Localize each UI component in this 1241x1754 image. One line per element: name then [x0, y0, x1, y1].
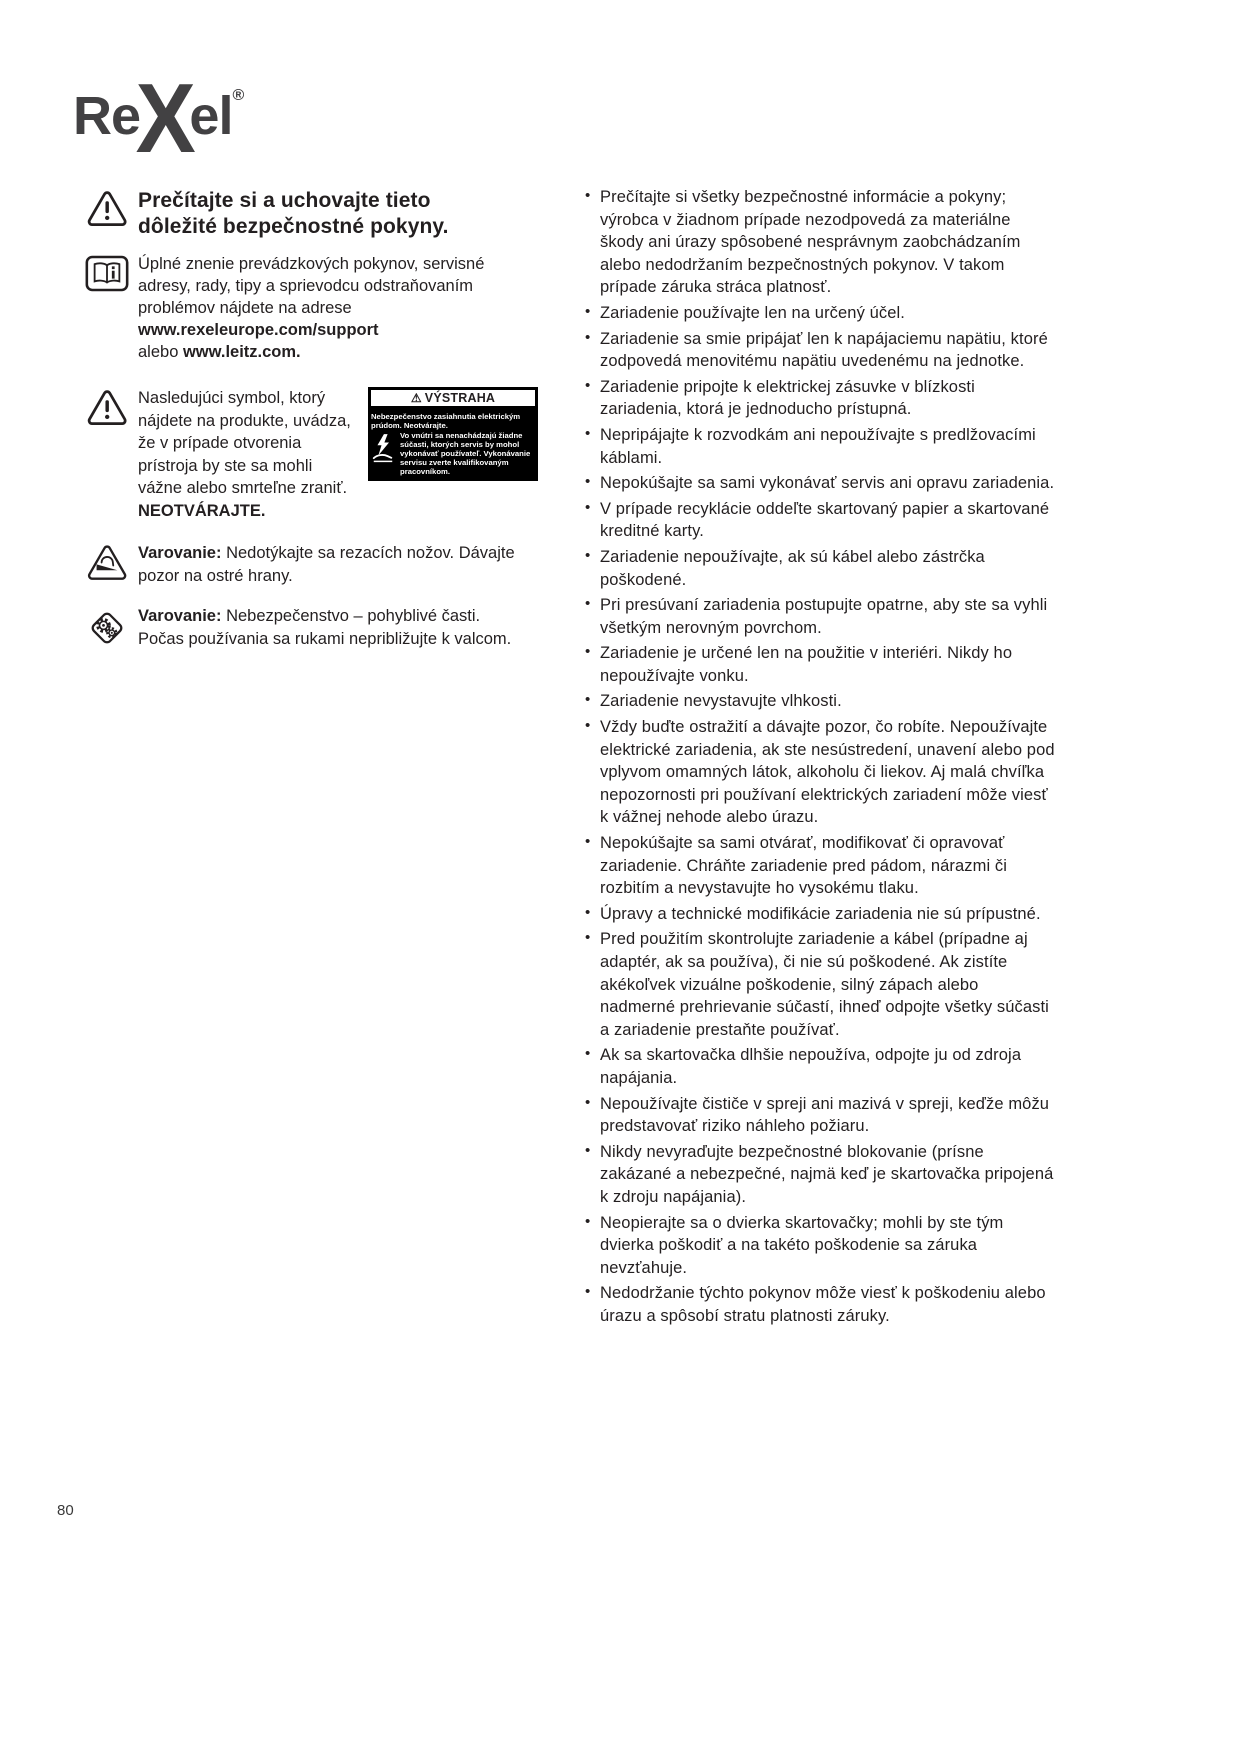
- cutting-blades-warning-block: [85, 542, 547, 587]
- safety-bullet-item: • Vždy buďte ostražití a dávajte pozor, čo robíte. Nepoužívajte elektrické zariadenia, ak ste nesústredení, unavení alebo pod vplyvom omamných látok, alkoholu či liekov. Aj malá chvíľka nepozornosti pri používaní elektrických zariadení môže viesť k vážnej nehode alebo úrazu.: [585, 716, 1057, 829]
- manual-info-paragraph: Úplné znenie prevádzkových pokynov, servisné adresy, rady, tipy a sprievodcu odstraňovaním problémov nájdete na adrese: [138, 255, 485, 317]
- no-user-serviceable-line: Vo vnútri sa nenachádzajú žiadne súčasti, ktorých servis by mohol vykonávať používateľ. Vykonávanie servisu zverte kvalifikovaným pracovníkom.: [400, 431, 531, 477]
- safety-bullet-item: • Nikdy nevyraďujte bezpečnostné blokovanie (prísne zakázané a nebezpečné, najmä keď je skartovačka pripojená k zdroju napájania).: [585, 1141, 1057, 1209]
- safety-bullet-item: • Zariadenie používajte len na určený účel.: [585, 302, 1057, 325]
- symbol-text-and-label: [138, 387, 538, 522]
- manual-info-block: [85, 253, 547, 363]
- logo-text-re: Re: [73, 86, 141, 146]
- vystraha-label-body: [368, 409, 538, 481]
- page-number: 80: [57, 1502, 74, 1519]
- moving-parts-gears-icon: [85, 605, 129, 650]
- electric-shock-hand-icon: [371, 431, 397, 465]
- safety-bullet-item: • Zariadenie pripojte k elektrickej zásuvke v blízkosti zariadenia, ktorá je jednoducho prístupná.: [585, 376, 1057, 421]
- vystraha-label-row: [371, 431, 534, 476]
- vystraha-label-header: [368, 387, 538, 409]
- logo-text-el: el: [189, 86, 233, 146]
- safety-bullet-item: • Nepoužívajte čističe v spreji ani mazivá v spreji, keďže môžu predstavovať riziko náhleho požiaru.: [585, 1093, 1057, 1138]
- support-url: www.rexeleurope.com/support: [138, 321, 379, 339]
- safety-bullet-item: • Ak sa skartovačka dlhšie nepoužíva, odpojte ju od zdroja napájania.: [585, 1044, 1057, 1089]
- shock-hazard-line: Nebezpečenstvo zasiahnutia elektrickým prúdom. Neotvárajte.: [371, 412, 521, 431]
- safety-bullet-item: • Nepripájajte k rozvodkám ani nepoužívajte s predlžovacími káblami.: [585, 424, 1057, 469]
- safety-bullet-item: • Zariadenie nevystavujte vlhkosti.: [585, 690, 1057, 713]
- safety-bullet-item: • Zariadenie je určené len na použitie v interiéri. Nikdy ho nepoužívajte vonku.: [585, 642, 1057, 687]
- sharp-blade-hand-icon: [85, 542, 129, 587]
- moving-parts-warning-text: [138, 605, 520, 650]
- safety-bullet-item: • Zariadenie nepoužívajte, ak sú kábel alebo zástrčka poškodené.: [585, 546, 1057, 591]
- safety-bullet-item: • Nepokúšajte sa sami vykonávať servis ani opravu zariadenia.: [585, 472, 1057, 495]
- manual-book-icon: [85, 253, 129, 363]
- manual-info-text: [138, 253, 522, 363]
- varovanie-text: Nebezpečenstvo – pohyblivé časti. Počas používania sa rukami nepribližujte k valcom.: [138, 607, 512, 648]
- varovanie-label: Varovanie:: [138, 544, 222, 562]
- vystraha-product-label: [368, 387, 538, 481]
- safety-heading-block: [85, 188, 547, 240]
- cutting-blades-warning-text: [138, 542, 520, 587]
- left-column: [85, 188, 547, 668]
- safety-bullet-item: • V prípade recyklácie oddeľte skartovaný papier a skartované kreditné karty.: [585, 498, 1057, 543]
- vystraha-title: VÝSTRAHA: [424, 391, 496, 405]
- safety-bullet-item: • Nedodržanie týchto pokynov môže viesť k poškodeniu alebo úrazu a spôsobí stratu platnosti záruky.: [585, 1282, 1057, 1327]
- safety-bullet-item: • Neopierajte sa o dvierka skartovačky; mohli by ste tým dvierka poškodiť a na takéto poškodenie sa záruka nevzťahuje.: [585, 1212, 1057, 1280]
- moving-parts-warning-block: [85, 605, 547, 650]
- safety-bullet-list: [585, 186, 1057, 1328]
- symbol-description-text: Nasledujúci symbol, ktorý nájdete na produkte, uvádza, že v prípade otvorenia prístroja by ste sa mohli vážne alebo smrteľne zraniť.: [138, 389, 351, 497]
- safety-bullet-item: • Nepokúšajte sa sami otvárať, modifikovať či opravovať zariadenie. Chráňte zariadenie pred pádom, nárazmi či rozbitím a nevystavujte ho vysokému tlaku.: [585, 832, 1057, 900]
- alebo-text: alebo: [138, 343, 179, 361]
- safety-bullet-item: • Zariadenie sa smie pripájať len k napájaciemu napätiu, ktoré zodpovedá menovitému napätiu uvedenému na jednotke.: [585, 328, 1057, 373]
- warning-triangle-icon: [85, 188, 129, 240]
- warning-triangle-icon: [85, 387, 129, 522]
- safety-bullet-item: • Prečítajte si všetky bezpečnostné informácie a pokyny; výrobca v žiadnom prípade nezodpovedá za materiálne škody ani úrazy spôsobené nesprávnym zaobchádzaním alebo nedodržaním bezpečnostných pokynov. V takom prípade záruka stráca platnosť.: [585, 186, 1057, 299]
- symbol-description: [138, 387, 356, 522]
- safety-bullet-item: • Pri presúvaní zariadenia postupujte opatrne, aby ste sa vyhli všetkým nerovným povrchom.: [585, 594, 1057, 639]
- safety-heading: Prečítajte si a uchovajte tieto dôležité bezpečnostné pokyny.: [138, 189, 449, 238]
- varovanie-label: Varovanie:: [138, 607, 222, 625]
- right-column: [585, 186, 1057, 1331]
- varovanie-text: Nedotýkajte sa rezacích nožov. Dávajte pozor na ostré hrany.: [138, 544, 515, 585]
- warning-triangle-small-icon: ⚠: [410, 391, 422, 405]
- safety-bullet-item: • Úpravy a technické modifikácie zariadenia nie sú prípustné.: [585, 903, 1057, 926]
- rexel-logo: [73, 62, 244, 175]
- logo-text-x: X: [135, 63, 196, 173]
- do-not-open-text: NEOTVÁRAJTE.: [138, 501, 266, 520]
- product-symbol-block: [85, 387, 547, 522]
- leitz-url: www.leitz.com.: [182, 343, 301, 361]
- registered-trademark-symbol: ®: [232, 87, 245, 104]
- safety-bullet-item: • Pred použitím skontrolujte zariadenie a kábel (prípadne aj adaptér, ak sa používa), či nie sú poškodené. Ak zistíte akékoľvek vizuálne poškodenie, silný zápach alebo nadmerné prehrievanie súčastí, ihneď odpojte všetky súčasti a zariadenie prestaňte používať.: [585, 928, 1057, 1041]
